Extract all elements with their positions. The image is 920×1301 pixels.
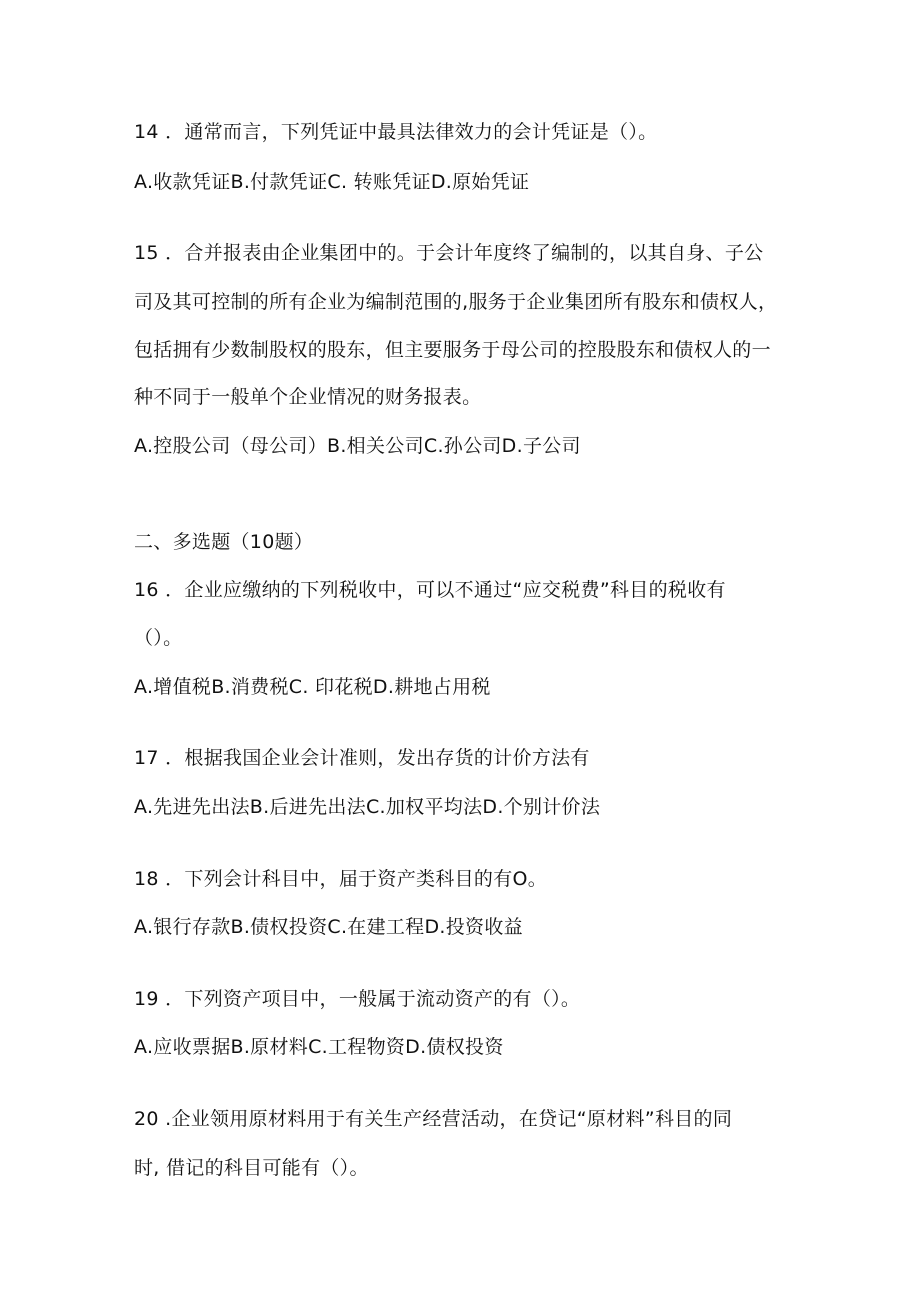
- question-19-stem: 19 ．下列资产项目中，一般属于流动资产的有（）。: [134, 988, 581, 1010]
- question-16-stem-line-1: 16 ．企业应缴纳的下列税收中，可以不通过“应交税费”科目的税收有: [134, 579, 726, 601]
- question-15-stem-line-2: 司及其可控制的所有企业为编制范围的,服务于企业集团所有股东和债权人，: [134, 291, 778, 313]
- question-20-stem-line-1: 20 .企业领用原材料用于有关生产经营活动，在贷记“原材料”科目的同: [134, 1108, 733, 1130]
- question-18-stem: 18 ．下列会计科目中，届于资产类科目的有O。: [134, 868, 548, 890]
- question-15-stem-line-1: 15 ．合并报表由企业集团中的。于会计年度终了编制的，以其自身、子公: [134, 242, 764, 264]
- question-15-stem-line-3: 包括拥有少数制股权的股东，但主要服务于母公司的控股股东和债权人的一: [134, 339, 771, 361]
- question-16-stem-line-2: （）。: [134, 627, 183, 649]
- question-17-stem: 17 ．根据我国企业会计准则，发出存货的计价方法有: [134, 747, 590, 769]
- section-heading: 二、多选题（10题）: [134, 531, 314, 553]
- question-15-stem-line-4: 种不同于一般单个企业情况的财务报表。: [134, 386, 482, 408]
- question-14-options: A.收款凭证B.付款凭证C. 转账凭证D.原始凭证: [134, 171, 530, 193]
- question-20-stem-line-2: 时, 借记的科目可能有（）。: [134, 1157, 369, 1179]
- question-15-options: A.控股公司（母公司）B.相关公司C.孙公司D.子公司: [134, 435, 581, 457]
- question-16-options: A.增值税B.消费税C. 印花税D.耕地占用税: [134, 676, 491, 698]
- question-14-stem: 14 ．通常而言，下列凭证中最具法律效力的会计凭证是（）。: [134, 121, 658, 143]
- question-17-options: A.先进先出法B.后进先出法C.加权平均法D.个别计价法: [134, 796, 601, 818]
- question-19-options: A.应收票据B.原材料C.工程物资D.债权投资: [134, 1036, 504, 1058]
- question-18-options: A.银行存款B.债权投资C.在建工程D.投资收益: [134, 916, 523, 938]
